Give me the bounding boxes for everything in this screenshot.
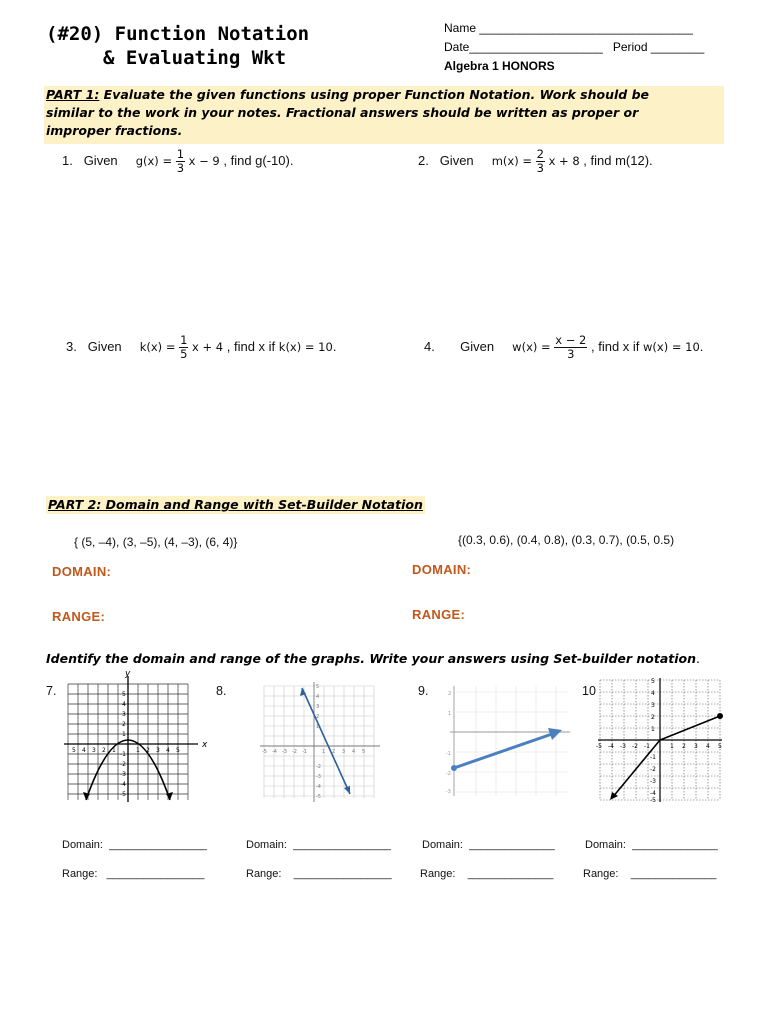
graph-7-domain-line[interactable]: Domain: ________________ — [62, 839, 207, 851]
svg-text:5: 5 — [176, 747, 180, 754]
svg-text:-2: -2 — [446, 771, 451, 777]
svg-text:-3: -3 — [316, 774, 321, 780]
part2-heading: PART 2: Domain and Range with Set-Builder Notation — [48, 497, 423, 512]
problem-number: 2. — [418, 152, 429, 168]
fraction-numerator: x − 2 — [555, 333, 587, 347]
svg-text:5: 5 — [362, 749, 366, 755]
svg-text:-5: -5 — [316, 794, 321, 800]
svg-text:-5: -5 — [596, 743, 602, 750]
name-field[interactable]: Name ________________________________ — [444, 21, 693, 35]
domain-label-right: DOMAIN: — [412, 562, 472, 577]
fraction-denominator: 3 — [567, 347, 575, 361]
svg-text:2: 2 — [448, 691, 452, 697]
problem-end: . — [332, 338, 337, 354]
graph-9-domain-line[interactable]: Domain: ______________ — [422, 839, 555, 851]
set-right: {(0.3, 0.6), (0.4, 0.8), (0.3, 0.7), (0.5, 0.5) — [458, 533, 675, 547]
svg-text:-3: -3 — [650, 778, 656, 785]
svg-text:4: 4 — [166, 747, 170, 754]
fraction — [179, 334, 188, 361]
fraction-numerator: 2 — [536, 147, 544, 161]
svg-text:5: 5 — [651, 678, 655, 685]
problem-given: Given — [87, 338, 122, 354]
problem-2 — [418, 148, 653, 175]
problem-task: , find m(12). — [583, 152, 653, 168]
problem-task: , find x if — [590, 338, 640, 354]
svg-text:4: 4 — [651, 690, 655, 697]
graph-9-ray — [440, 682, 574, 800]
part1-heading: PART 1: — [46, 87, 100, 102]
graph-8-line — [258, 680, 382, 804]
fraction-numerator: 1 — [176, 147, 185, 161]
problem-given: Given — [83, 152, 118, 168]
svg-text:4: 4 — [352, 749, 356, 755]
problem-number: 3. — [66, 338, 77, 354]
svg-text:-1: -1 — [302, 749, 307, 755]
fraction-numerator: 1 — [180, 333, 188, 347]
svg-text:-2: -2 — [632, 743, 638, 750]
svg-text:2: 2 — [682, 743, 686, 750]
part1-instructions-line-3: improper fractions. — [46, 123, 183, 138]
graph-10-domain-line[interactable]: Domain: ______________ — [585, 839, 718, 851]
function-lhs: g(x) = — [135, 153, 173, 168]
svg-text:1: 1 — [670, 743, 674, 750]
worksheet-title-line-2: & Evaluating Wkt — [103, 47, 287, 69]
range-label-right: RANGE: — [412, 607, 466, 622]
range-label-left: RANGE: — [52, 609, 106, 624]
svg-text:-5: -5 — [262, 749, 267, 755]
problem-condition: w(x) = 10 — [643, 339, 700, 354]
svg-text:3: 3 — [156, 747, 160, 754]
svg-text:2: 2 — [651, 714, 655, 721]
domain-label-left: DOMAIN: — [52, 564, 112, 579]
svg-text:-4: -4 — [316, 784, 321, 790]
function-rhs: x + 4 — [192, 339, 224, 354]
function-lhs: m(x) = — [491, 153, 532, 168]
problem-given: Given — [460, 338, 495, 354]
problem-4 — [424, 334, 703, 361]
graph-10-range-line[interactable]: Range: ______________ — [583, 868, 717, 880]
svg-text:2: 2 — [122, 721, 126, 728]
svg-text:-2: -2 — [292, 749, 297, 755]
svg-text:3: 3 — [122, 711, 126, 718]
fraction — [536, 148, 545, 175]
svg-text:-4: -4 — [650, 790, 656, 797]
svg-text:-1: -1 — [650, 754, 656, 761]
svg-text:3: 3 — [694, 743, 698, 750]
graph-7-range-line[interactable]: Range: ________________ — [62, 868, 205, 880]
svg-text:2: 2 — [316, 714, 320, 720]
graph-number-7: 7. — [46, 684, 57, 698]
svg-text:1: 1 — [136, 747, 140, 754]
svg-text:-2: -2 — [120, 761, 126, 768]
svg-text:-3: -3 — [120, 771, 126, 778]
svg-text:-4: -4 — [608, 743, 614, 750]
problem-number: 4. — [424, 338, 435, 354]
svg-text:5: 5 — [122, 691, 126, 698]
graph-number-9: 9. — [418, 684, 429, 698]
svg-text:2: 2 — [102, 747, 106, 754]
svg-text:-5: -5 — [650, 797, 656, 802]
function-lhs: k(x) = — [139, 339, 176, 354]
part1-instructions-line-2: similar to the work in your notes. Fractional answers should be written as proper or — [46, 105, 639, 120]
svg-text:1: 1 — [112, 747, 116, 754]
svg-text:4: 4 — [706, 743, 710, 750]
graph-7-x-axis-label: x — [202, 740, 208, 750]
svg-text:1: 1 — [316, 724, 320, 730]
svg-text:5: 5 — [316, 684, 320, 690]
svg-text:3: 3 — [316, 704, 320, 710]
svg-text:-1: -1 — [120, 751, 126, 758]
problem-condition: k(x) = 10 — [278, 339, 333, 354]
svg-text:5: 5 — [72, 747, 76, 754]
svg-text:3: 3 — [92, 747, 96, 754]
fraction — [176, 148, 185, 175]
graph-10-piecewise — [594, 678, 728, 802]
svg-text:-1: -1 — [446, 751, 451, 757]
svg-text:-4: -4 — [272, 749, 277, 755]
graphs-instruction-end: . — [696, 651, 701, 666]
graphs-instruction — [46, 650, 700, 668]
svg-text:-3: -3 — [282, 749, 287, 755]
graph-7-parabola — [62, 668, 212, 808]
svg-text:-2: -2 — [316, 764, 321, 770]
graph-9-range-line[interactable]: Range: ______________ — [420, 868, 554, 880]
graph-7-y-axis-label: y — [125, 669, 131, 679]
graph-number-10: 10 — [582, 684, 596, 698]
svg-text:1: 1 — [651, 726, 655, 733]
svg-text:1: 1 — [448, 711, 452, 717]
svg-text:3: 3 — [651, 702, 655, 709]
graph-8-domain-line[interactable]: Domain: ________________ — [246, 839, 391, 851]
svg-text:2: 2 — [146, 747, 150, 754]
problem-end: . — [699, 338, 704, 354]
graph-8-range-line[interactable]: Range: ________________ — [246, 868, 392, 880]
fraction — [554, 334, 587, 361]
worksheet-title-line-1: (#20) Function Notation — [46, 23, 310, 45]
svg-text:2: 2 — [332, 749, 336, 755]
svg-text:1: 1 — [122, 731, 126, 738]
svg-text:4: 4 — [122, 701, 126, 708]
function-rhs: x + 8 — [548, 153, 580, 168]
problem-number: 1. — [62, 152, 73, 168]
problem-task: , find x if — [226, 338, 276, 354]
svg-text:1: 1 — [322, 749, 326, 755]
fraction-denominator: 3 — [176, 161, 185, 175]
svg-text:5: 5 — [718, 743, 722, 750]
function-lhs: w(x) = — [512, 339, 551, 354]
svg-text:-3: -3 — [446, 789, 451, 795]
problem-task: , find g(-10). — [223, 152, 294, 168]
svg-text:3: 3 — [342, 749, 346, 755]
date-period-field[interactable]: Date____________________ Period ________ — [444, 40, 705, 54]
svg-text:4: 4 — [82, 747, 86, 754]
part1-instructions-text-1: Evaluate the given functions using proper Function Notation. Work should be — [99, 87, 649, 102]
graphs-instruction-text: Identify the domain and range of the graphs. Write your answers using Set-builder notation — [46, 651, 697, 666]
course-name: Algebra 1 HONORS — [444, 59, 555, 73]
graph-number-8: 8. — [216, 684, 227, 698]
problem-given: Given — [439, 152, 474, 168]
svg-text:-3: -3 — [620, 743, 626, 750]
set-left: { (5, –4), (3, –5), (4, –3), (6, 4)} — [74, 535, 238, 549]
fraction-denominator: 5 — [180, 347, 188, 361]
svg-text:-4: -4 — [120, 781, 126, 788]
part1-instructions-line-1 — [46, 86, 649, 104]
fraction-denominator: 3 — [536, 161, 544, 175]
svg-text:-2: -2 — [650, 766, 656, 773]
svg-text:4: 4 — [316, 694, 320, 700]
problem-1 — [62, 148, 293, 175]
function-rhs: x − 9 — [188, 153, 220, 168]
svg-text:-1: -1 — [644, 743, 650, 750]
problem-3 — [66, 334, 336, 361]
svg-text:-5: -5 — [120, 791, 126, 798]
